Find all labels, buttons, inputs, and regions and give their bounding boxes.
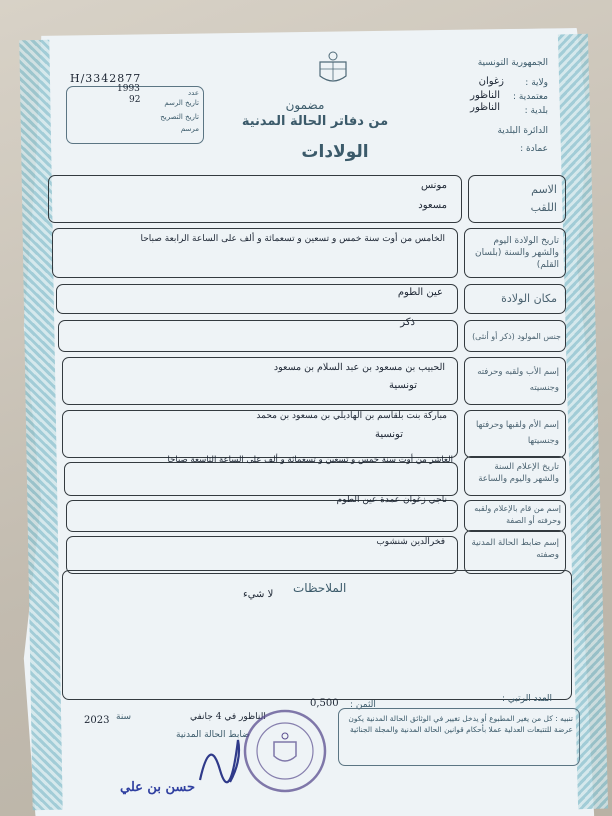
father-value-box xyxy=(62,357,458,405)
registration-box xyxy=(66,86,204,144)
wilaya-value: زغوان xyxy=(478,76,504,87)
date-value-box xyxy=(52,228,458,278)
signature-name: حسن بن علي xyxy=(120,780,195,795)
mother-value-box xyxy=(62,410,458,458)
name-label-box xyxy=(468,175,566,223)
name-label: الاسم xyxy=(531,183,557,196)
reg-label-date: تاريخ الرسم xyxy=(164,99,199,107)
place-and-date: الناظور في 4 جانفي xyxy=(190,712,266,722)
father-value: الحبيب بن مسعود بن عبد السلام بن مسعود xyxy=(273,362,445,373)
reg-label-count: عدد xyxy=(188,89,199,97)
surname-value: مسعود xyxy=(418,200,447,211)
declarant-value: ناجي زغوان عمدة عين الطوم xyxy=(336,495,447,505)
official-stamp xyxy=(242,708,328,794)
reg-label-declaration: تاريخ التصريح xyxy=(160,113,199,121)
serial-number: H/3342877 xyxy=(70,72,142,85)
notes-box xyxy=(62,570,572,700)
notif-value: العاشر من أوت سنة خمس و تسعين و تسعمائة و ألف على الساعة التاسعة صباحا xyxy=(167,455,453,465)
warning-box xyxy=(338,708,580,766)
notif-label-box xyxy=(464,456,566,496)
wilaya-label: ولاية : xyxy=(525,78,548,88)
sex-value-box xyxy=(58,317,458,352)
officer-label-box xyxy=(464,530,566,574)
price-label: الثمن : xyxy=(350,700,376,710)
daira-label: الدائرة البلدية xyxy=(497,126,548,136)
place-label-text: مكان الولادة xyxy=(501,292,557,305)
date-label: تاريخ الولادة اليوم والشهر والسنة (بلسان القلم) xyxy=(475,236,559,270)
baladiya-value: الناظور xyxy=(470,102,500,113)
place-value: عين الطوم xyxy=(397,287,443,298)
title-madmoun: مضمون xyxy=(285,98,325,112)
notif-value-box xyxy=(64,455,458,496)
surname-label: اللقب xyxy=(530,201,557,214)
reg-number: 92 xyxy=(129,95,141,105)
republic-label: الجمهورية التونسية xyxy=(477,58,548,68)
sex-label-box xyxy=(464,320,566,352)
declarant-label-box xyxy=(464,500,566,532)
imada-label: عمادة : xyxy=(520,144,548,154)
sex-label: جنس المولود (ذكر أو أنثى) xyxy=(472,332,561,341)
mother-label-box xyxy=(464,410,566,458)
year-label: سنة xyxy=(116,712,132,722)
date-value: الخامس من أوت سنة خمس و تسعين و تسعمائة و ألف على الساعة الرابعة صباحا xyxy=(140,234,445,244)
place-label-box xyxy=(464,284,566,314)
tunisia-emblem xyxy=(316,50,350,88)
date-label-box xyxy=(464,228,566,278)
price-value: 0,500 xyxy=(310,698,339,709)
year-value: 2023 xyxy=(84,715,110,726)
reg-label-registered: مرسم xyxy=(180,125,199,133)
name-value: مونس xyxy=(420,180,447,191)
baladiya-label: بلدية : xyxy=(524,106,548,116)
notes-value: لا شيء xyxy=(243,589,274,600)
motamadiya-value: الناظور xyxy=(470,90,500,101)
declarant-label: إسم من قام بالإعلام ولقبه وحرفته أو الصفة xyxy=(474,504,561,525)
reg-year: 1993 xyxy=(117,84,140,94)
title-registers: من دفاتر الحالة المدنية xyxy=(241,114,389,129)
mother-value: مباركة بنت بلقاسم بن الهاديلي بن مسعود بن محمد xyxy=(256,411,447,421)
father-label-box xyxy=(464,357,566,405)
officer-value: فخرالدين شنشوب xyxy=(376,537,445,547)
notif-label: تاريخ الإعلام السنة والشهر واليوم والساعة xyxy=(478,462,559,484)
officer-value-box xyxy=(66,536,458,574)
officer-label: إسم ضابط الحالة المدنية وصفته xyxy=(471,538,559,560)
officer-title: ضابط الحالة المدنية xyxy=(176,730,250,740)
serial-count-label: العدد الرتبي : xyxy=(501,694,552,704)
warning-text: تنبيه : كل من يغير المطبوع أو يدخل تغيير في الوثائق الحالة المدنية يكون عرضة للتتبعات العدلية عملا بأحكام قوانين الحالة المدنية والمجلة الجنائية xyxy=(348,714,573,734)
declarant-value-box xyxy=(66,495,458,532)
handwritten-signature xyxy=(190,730,250,790)
notes-label: الملاحظات xyxy=(293,581,347,595)
motamadiya-label: معتمدية : xyxy=(512,92,548,102)
mother-nationality: تونسية xyxy=(374,429,403,440)
place-value-box xyxy=(56,284,458,314)
name-value-box xyxy=(48,175,462,223)
father-label: إسم الأب ولقبه وحرفته وجنسيته xyxy=(477,367,559,393)
title-births: الولادات xyxy=(301,142,369,162)
mother-label: إسم الأم ولقبها وحرفتها وجنسيتها xyxy=(476,420,559,446)
father-nationality: تونسية xyxy=(388,380,417,391)
sex-value: ذكر xyxy=(400,317,415,328)
